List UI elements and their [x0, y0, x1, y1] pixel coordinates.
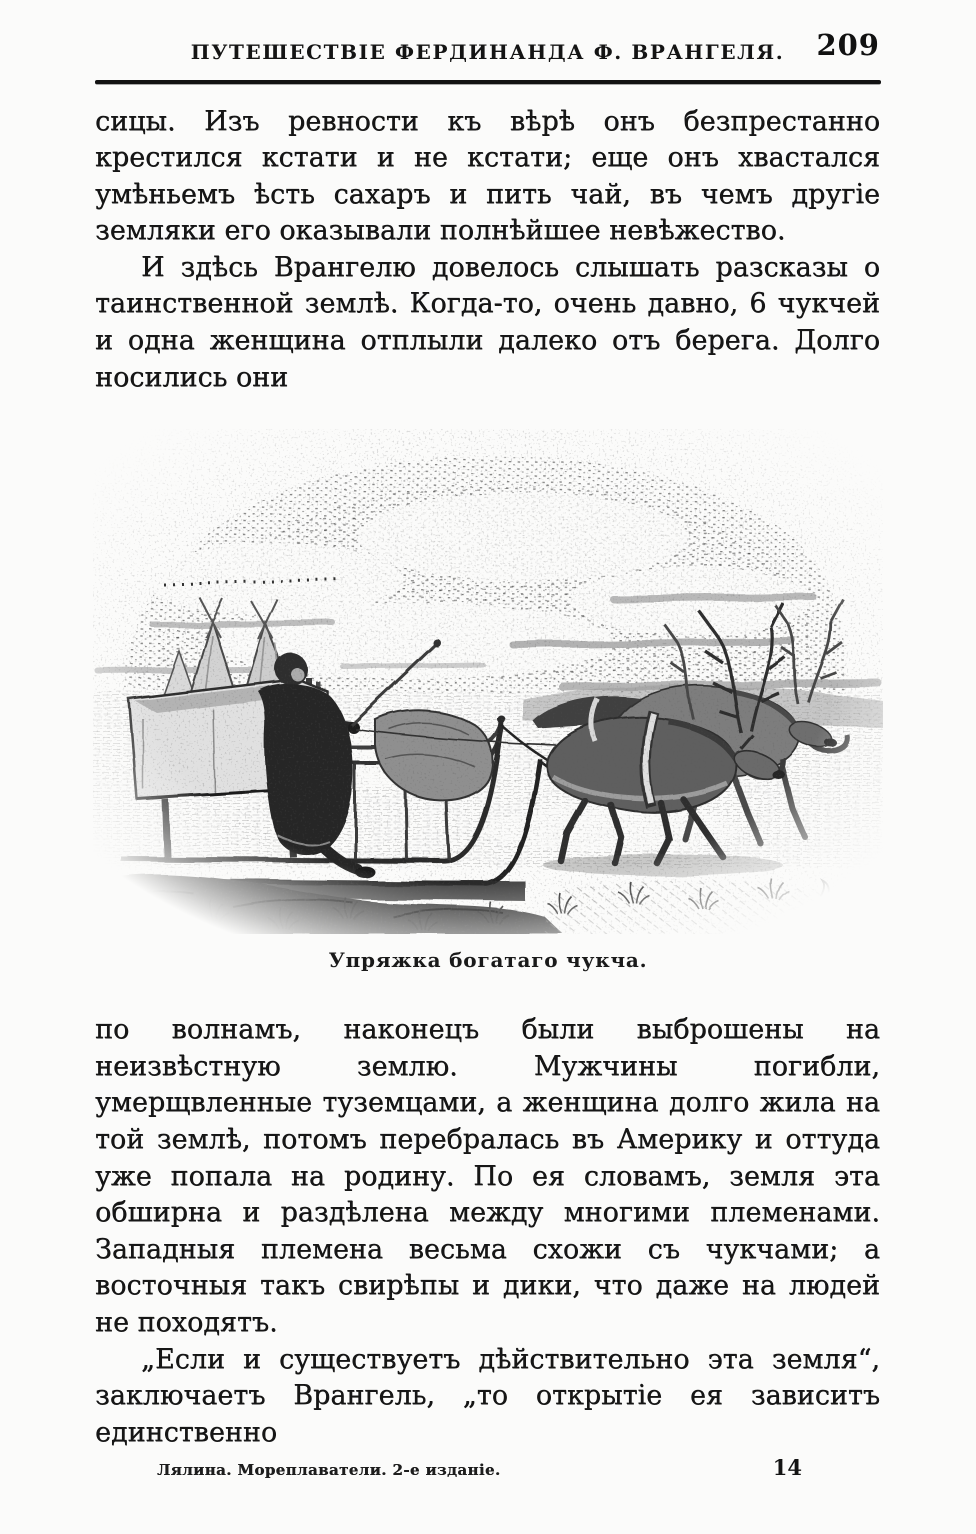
paragraph-4: „Если и существуетъ дѣйствительно эта земля“, заключаетъ Врангель, „то открытіе ея зависитъ единственно	[95, 1343, 880, 1448]
figure-caption: Упряжка богатаго чукча.	[328, 948, 648, 973]
header-rule	[95, 80, 881, 84]
vignette-fade	[93, 429, 883, 934]
footer-sheet-number: 14	[772, 1455, 802, 1481]
reindeer-sled-engraving	[93, 429, 883, 934]
running-head	[95, 28, 880, 70]
footer-imprint: Лялина. Мореплаватели. 2-е изданіе.	[157, 1461, 501, 1480]
paragraph-1: сицы. Изъ ревности къ вѣрѣ онъ безпрестанно крестился кстати и не кстати; еще онъ хвастался умѣньемъ ѣсть сахаръ и пить чай, въ чемъ другіе земляки его оказывали полнѣйшее невѣжество.	[95, 105, 880, 247]
running-title: ПУТЕШЕСТВІЕ ФЕРДИНАНДА Ф. ВРАНГЕЛЯ.	[190, 40, 785, 64]
page-footer	[95, 1455, 880, 1480]
paragraph-2: И здѣсь Врангелю довелось слышать разсказы о таинственной землѣ. Когда-то, очень давно, 6 чукчей и одна женщина отплыли далеко отъ берега. Долго носились они	[95, 251, 880, 393]
book-page	[0, 28, 976, 1534]
page-number: 209	[816, 28, 880, 62]
paragraph-3: по волнамъ, наконецъ были выброшены на неизвѣстную землю. Мужчины погибли, умерщвленные туземцами, а женщина долго жила на той землѣ, потомъ перебралась въ Америку и оттуда уже попала на родину. По ея словамъ, земля эта обширна и раздѣлена между многими племенами. Западныя племена весьма схожи съ чукчами; а восточныя такъ свирѣпы и дики, что даже на людей не походятъ.	[95, 1014, 880, 1338]
figure-engraving	[93, 429, 883, 972]
